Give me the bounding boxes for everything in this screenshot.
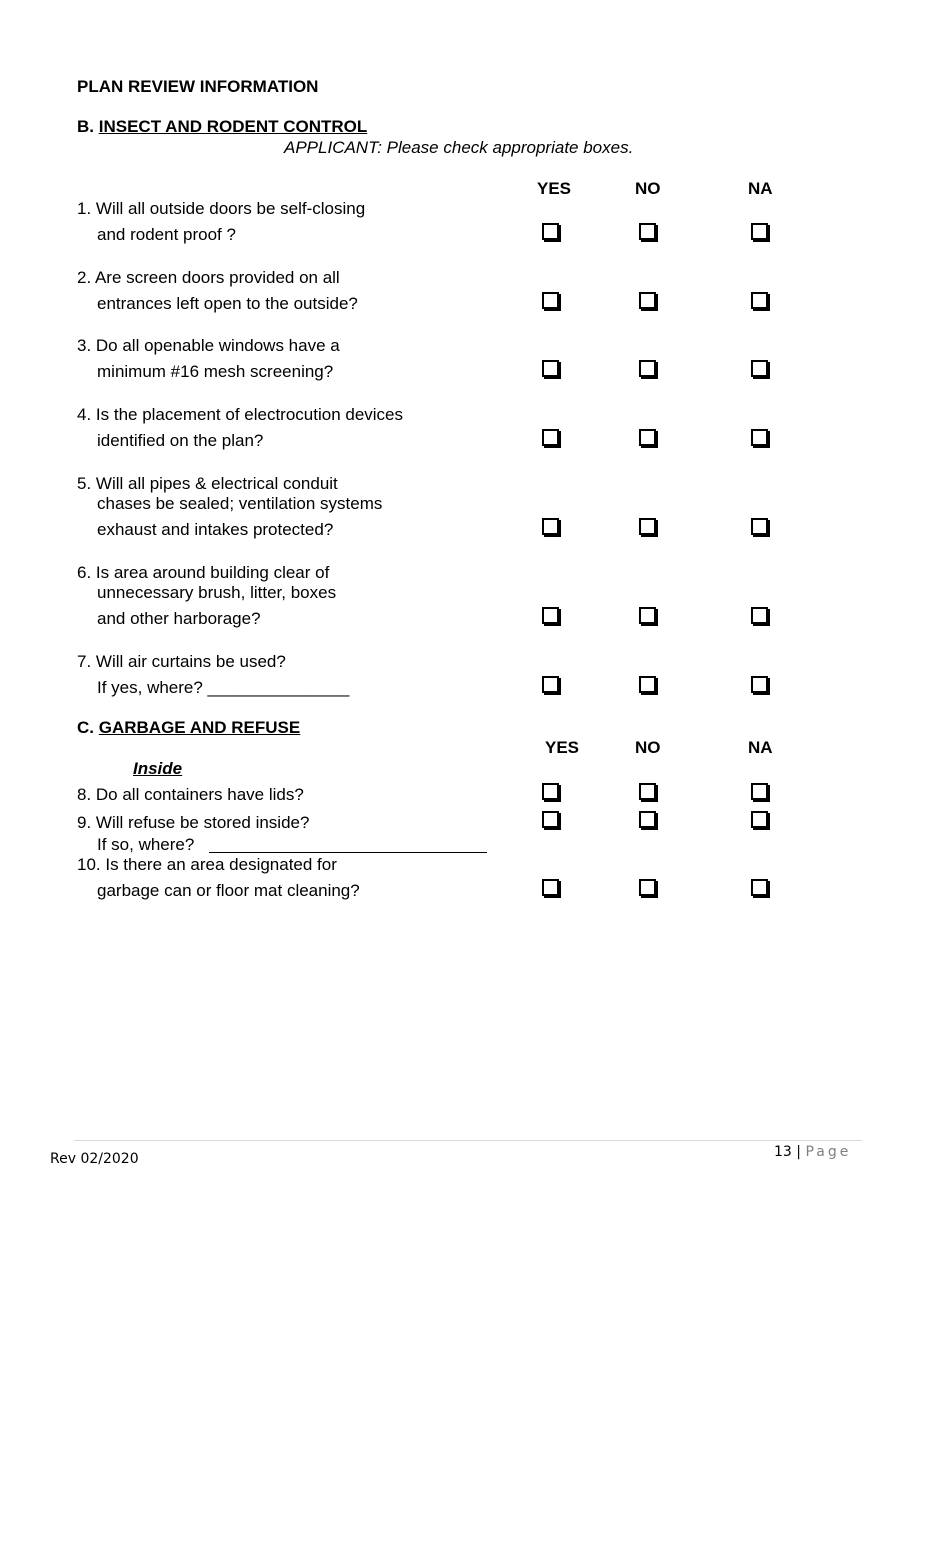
q3-yes-checkbox[interactable] — [542, 360, 559, 377]
q7-no-checkbox[interactable] — [639, 676, 656, 693]
question-3-line-2: minimum #16 mesh screening? — [97, 362, 334, 381]
q10-yes-checkbox[interactable] — [542, 879, 559, 896]
question-6-line-3: and other harborage? — [97, 609, 261, 628]
column-header-yes-c: YES — [545, 738, 580, 757]
question-6-line-1: 6. Is area around building clear of — [77, 563, 330, 582]
column-header-yes: YES — [537, 179, 572, 198]
section-c-title: GARBAGE AND REFUSE — [98, 718, 301, 737]
q10-na-checkbox[interactable] — [751, 879, 768, 896]
question-8-line-1: 8. Do all containers have lids? — [77, 785, 304, 804]
question-4-line-2: identified on the plan? — [97, 431, 264, 450]
column-header-na-c: NA — [748, 738, 773, 757]
instruction-text: APPLICANT: Please check appropriate boxes. — [284, 138, 634, 157]
q2-yes-checkbox[interactable] — [542, 292, 559, 309]
question-5-line-3: exhaust and intakes protected? — [97, 520, 334, 539]
question-6-line-2: unnecessary brush, litter, boxes — [97, 583, 337, 602]
question-7-line-1: 7. Will air curtains be used? — [77, 652, 286, 671]
column-header-na: NA — [748, 179, 773, 198]
revision-label: Rev 02/2020 — [50, 1151, 139, 1167]
question-9-line-2: If so, where? — [97, 835, 195, 854]
q5-na-checkbox[interactable] — [751, 518, 768, 535]
column-header-no: NO — [635, 179, 661, 198]
page-indicator — [774, 1144, 851, 1160]
section-b-title: INSECT AND RODENT CONTROL — [98, 117, 368, 136]
q7-na-checkbox[interactable] — [751, 676, 768, 693]
column-header-no-c: NO — [635, 738, 661, 757]
inside-subheading: Inside — [133, 759, 183, 778]
q9-yes-checkbox[interactable] — [542, 811, 559, 828]
footer-divider — [74, 1140, 862, 1141]
question-1-line-2: and rodent proof ? — [97, 225, 236, 244]
q6-yes-checkbox[interactable] — [542, 607, 559, 624]
section-c-prefix: C. — [77, 718, 94, 737]
question-4-line-1: 4. Is the placement of electrocution devices — [77, 405, 404, 424]
page-word: Page — [805, 1144, 852, 1160]
q1-na-checkbox[interactable] — [751, 223, 768, 240]
question-1-line-1: 1. Will all outside doors be self-closing — [77, 199, 366, 218]
q4-yes-checkbox[interactable] — [542, 429, 559, 446]
question-3-line-1: 3. Do all openable windows have a — [77, 336, 340, 355]
q6-na-checkbox[interactable] — [751, 607, 768, 624]
question-2-line-2: entrances left open to the outside? — [97, 294, 358, 313]
q6-no-checkbox[interactable] — [639, 607, 656, 624]
q2-no-checkbox[interactable] — [639, 292, 656, 309]
section-c-heading — [77, 718, 300, 738]
q4-no-checkbox[interactable] — [639, 429, 656, 446]
q5-no-checkbox[interactable] — [639, 518, 656, 535]
question-10-line-2: garbage can or floor mat cleaning? — [97, 881, 360, 900]
q2-na-checkbox[interactable] — [751, 292, 768, 309]
section-b-heading — [77, 117, 367, 137]
question-2-line-1: 2. Are screen doors provided on all — [77, 268, 340, 287]
q7-yes-checkbox[interactable] — [542, 676, 559, 693]
q1-no-checkbox[interactable] — [639, 223, 656, 240]
section-b-prefix: B. — [77, 117, 94, 136]
question-5-line-1: 5. Will all pipes & electrical conduit — [77, 474, 338, 493]
question-7-line-2: If yes, where? _______________ — [97, 678, 350, 697]
q9-na-checkbox[interactable] — [751, 811, 768, 828]
question-5-line-2: chases be sealed; ventilation systems — [97, 494, 383, 513]
q3-no-checkbox[interactable] — [639, 360, 656, 377]
page-separator: | — [796, 1144, 801, 1160]
refuse-location-field[interactable] — [209, 852, 487, 853]
q5-yes-checkbox[interactable] — [542, 518, 559, 535]
question-10-line-1: 10. Is there an area designated for — [77, 855, 337, 874]
page-number: 13 — [774, 1144, 792, 1160]
q9-no-checkbox[interactable] — [639, 811, 656, 828]
q8-yes-checkbox[interactable] — [542, 783, 559, 800]
q4-na-checkbox[interactable] — [751, 429, 768, 446]
q3-na-checkbox[interactable] — [751, 360, 768, 377]
q1-yes-checkbox[interactable] — [542, 223, 559, 240]
page-title: PLAN REVIEW INFORMATION — [77, 77, 319, 96]
q8-na-checkbox[interactable] — [751, 783, 768, 800]
q10-no-checkbox[interactable] — [639, 879, 656, 896]
q8-no-checkbox[interactable] — [639, 783, 656, 800]
question-9-line-1: 9. Will refuse be stored inside? — [77, 813, 310, 832]
